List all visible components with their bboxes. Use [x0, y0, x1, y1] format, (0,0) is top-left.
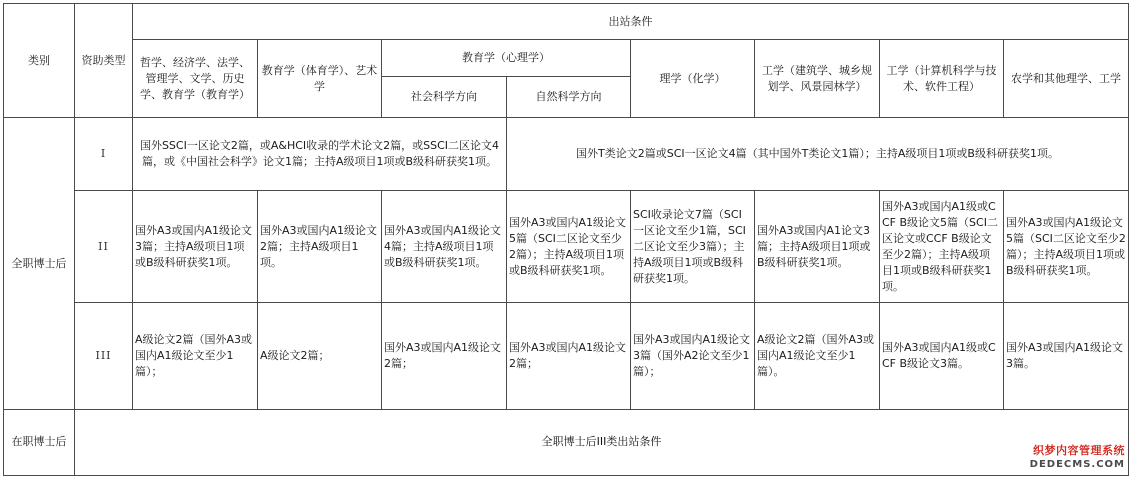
type-2-computer-cell: 国外A3或国内A1级或CCF B级论文5篇（SCI二区论文或CCF B级论文至少2篇）；主持A级项目1项或B级科研获奖1项。: [880, 190, 1004, 302]
header-row-1: [4, 4, 1129, 40]
type-1-label: I: [75, 118, 133, 190]
field-agri-science-header: 农学和其他理学、工学: [1004, 40, 1129, 118]
type-2-psych-social-cell: 国外A3或国内A1级论文4篇；主持A级项目1项或B级科研获奖1项。: [382, 190, 507, 302]
dedecms-watermark: [1009, 444, 1125, 471]
exit-conditions-header: 出站条件: [133, 4, 1129, 40]
type-3-psych-natural-cell: 国外A3或国内A1级论文2篇；: [507, 303, 631, 409]
type-2-chemistry-cell: SCI收录论文7篇（SCI一区论文至少1篇，SCI二区论文至少3篇）；主持A级项目1项或B级科研获奖1项。: [631, 190, 755, 302]
postdoc-exit-conditions-table: [3, 3, 1129, 476]
field-architecture-header: 工学（建筑学、城乡规划学、风景园林学）: [755, 40, 880, 118]
psych-social-subheader: 社会科学方向: [382, 77, 507, 118]
type-2-architecture-cell: 国外A3或国内A1论文3篇；主持A级项目1项或B级科研获奖1项。: [755, 190, 880, 302]
header-row-2: [4, 40, 1129, 77]
type-3-chemistry-cell: 国外A3或国内A1级论文3篇（国外A2论文至少1篇）；: [631, 303, 755, 409]
table-row-type-3: [4, 303, 1129, 409]
type-2-label: II: [75, 190, 133, 302]
field-humanities-header: 哲学、经济学、法学、管理学、文学、历史学、教育学（教育学）: [133, 40, 258, 118]
psych-natural-subheader: 自然科学方向: [507, 77, 631, 118]
field-education-sports-art-header: 教育学（体育学）、艺术学: [258, 40, 382, 118]
table-row-type-1: [4, 118, 1129, 190]
type-2-education-sports-art-cell: 国外A3或国内A1级论文2篇；主持A级项目1项。: [258, 190, 382, 302]
inservice-postdoc-label: 在职博士后: [4, 409, 75, 475]
type-2-psych-natural-cell: 国外A3或国内A1级论文5篇（SCI二区论文至少2篇）；主持A级项目1项或B级科研获奖1项。: [507, 190, 631, 302]
funding-type-header: 资助类型: [75, 4, 133, 118]
type-2-humanities-cell: 国外A3或国内A1级论文3篇；主持A级项目1项或B级科研获奖1项。: [133, 190, 258, 302]
field-psychology-header: 教育学（心理学）: [382, 40, 631, 77]
type-3-architecture-cell: A级论文2篇（国外A3或国内A1级论文至少1篇）。: [755, 303, 880, 409]
type-3-agri-science-cell: 国外A3或国内A1级论文3篇。: [1004, 303, 1129, 409]
inservice-condition: 全职博士后III类出站条件: [75, 409, 1129, 475]
type-1-science-condition: 国外T类论文2篇或SCI一区论文4篇（其中国外T类论文1篇）；主持A级项目1项或B级科研获奖1项。: [507, 118, 1129, 190]
watermark-en-text: DEDECMS.COM: [1029, 459, 1125, 470]
type-3-label: III: [75, 303, 133, 409]
table-row-inservice: [4, 409, 1129, 475]
type-3-education-sports-art-cell: A级论文2篇；: [258, 303, 382, 409]
fulltime-postdoc-label: 全职博士后: [4, 118, 75, 409]
type-2-agri-science-cell: 国外A3或国内A1级论文5篇（SCI二区论文至少2篇）；主持A级项目1项或B级科研获奖1项。: [1004, 190, 1129, 302]
field-chemistry-header: 理学（化学）: [631, 40, 755, 118]
type-3-computer-cell: 国外A3或国内A1级或CCF B级论文3篇。: [880, 303, 1004, 409]
type-1-social-condition: 国外SSCI一区论文2篇，或A&HCI收录的学术论文2篇，或SSCI二区论文4篇，或《中国社会科学》论文1篇；主持A级项目1项或B级科研获奖1项。: [133, 118, 507, 190]
table-row-type-2: [4, 190, 1129, 302]
type-3-psych-social-cell: 国外A3或国内A1级论文2篇；: [382, 303, 507, 409]
type-3-humanities-cell: A级论文2篇（国外A3或国内A1级论文至少1篇）；: [133, 303, 258, 409]
field-computer-header: 工学（计算机科学与技术、软件工程）: [880, 40, 1004, 118]
category-header: 类别: [4, 4, 75, 118]
watermark-cn-text: 织梦内容管理系统: [1033, 444, 1125, 457]
